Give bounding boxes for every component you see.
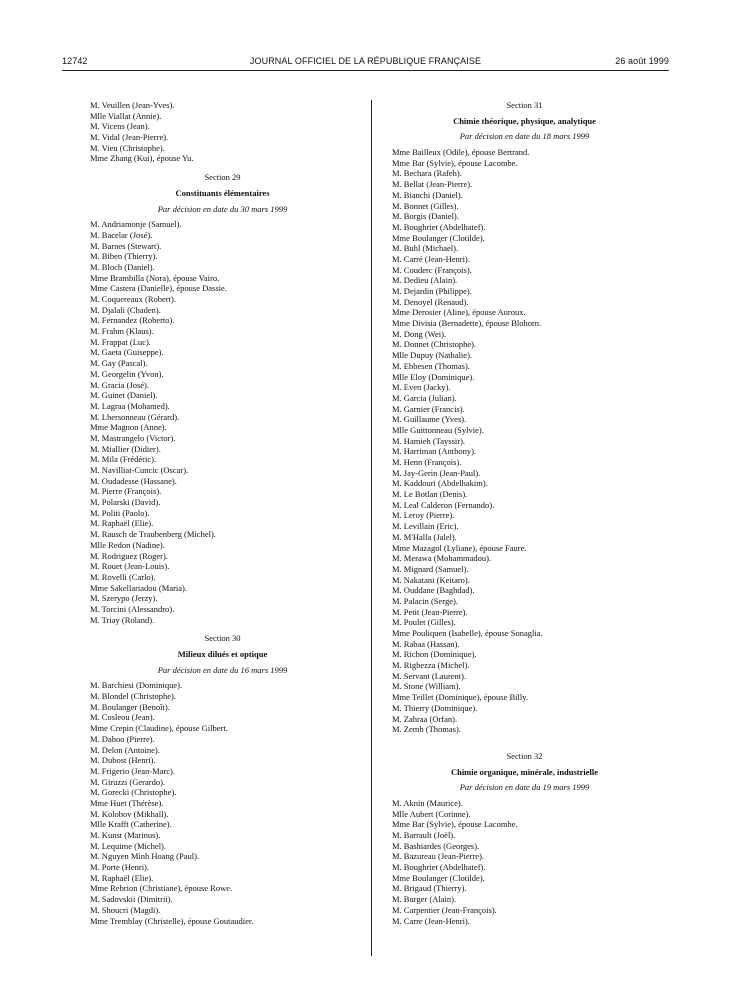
page-header xyxy=(62,56,669,70)
list-item: M. Oudadesse (Hassane). xyxy=(90,475,177,486)
section-32-heading: Section 32 xyxy=(506,750,543,761)
section-30-decision: Par décision en date du 16 mars 1999 xyxy=(157,664,288,675)
continued-list xyxy=(90,100,355,164)
list-item: M. Kunst (Marinus). xyxy=(90,830,161,840)
list-item: M. Bechara (Rafeh). xyxy=(392,168,462,179)
list-item: Mme Brambilla (Nora), épouse Vairo. xyxy=(90,272,220,283)
list-item: M. Palacin (Serge). xyxy=(392,595,458,606)
list-item: M. Sadovskii (Dimitrii). xyxy=(90,894,173,905)
list-item: M. Zemb (Thomas). xyxy=(392,724,461,735)
list-item: M. Bellat (Jean-Pierre). xyxy=(392,179,473,190)
list-item: M. Navilliat-Cuncic (Oscar). xyxy=(90,465,189,475)
list-item: M. Garnier (Francis). xyxy=(392,403,465,414)
section-32-list xyxy=(392,798,657,926)
list-item: M. Dubost (Henri). xyxy=(90,755,156,766)
list-item: Mlle Dupuy (Nathalie). xyxy=(392,350,473,361)
list-item: Mlle Aubert (Corinne). xyxy=(392,808,471,819)
list-item: M. Rouet (Jean-Louis). xyxy=(90,561,170,572)
section-29-decision: Par décision en date du 30 mars 1999 xyxy=(157,203,288,214)
issue-date: 26 août 1999 xyxy=(615,56,669,66)
header-rule xyxy=(62,70,669,71)
list-item: Mme Mazagol (Lyliane), épouse Faure. xyxy=(392,542,527,553)
list-item: M. Ebbesen (Thomas). xyxy=(392,360,470,371)
list-item: M. Triay (Roland). xyxy=(90,614,155,625)
list-item: M. Harriman (Anthony). xyxy=(392,446,477,457)
list-item: M. Blondel (Christophe). xyxy=(90,691,176,702)
list-item: M. Bacelar (José). xyxy=(90,229,153,240)
list-item: Mme Zhang (Kui), épouse Yu. xyxy=(90,153,194,164)
list-item: M. Gay (Pascal). xyxy=(90,358,148,369)
right-column xyxy=(392,100,657,926)
list-item: M. Thierry (Dominique). xyxy=(392,702,478,713)
list-item: M. Bazureau (Jean-Pierre). xyxy=(392,851,485,862)
list-item: M. Nakatani (Keitaro). xyxy=(392,574,470,585)
section-31-heading: Section 31 xyxy=(506,100,543,110)
list-item: Mlle Guittonneau (Sylvie). xyxy=(392,424,484,435)
journal-title: JOURNAL OFFICIEL DE LA RÉPUBLIQUE FRANÇAISE xyxy=(249,56,482,66)
section-31-decision: Par décision en date du 18 mars 1999 xyxy=(459,131,590,142)
list-item: M. Bashiardes (Georges). xyxy=(392,840,480,851)
list-item: M. Nguyen Minh Hoang (Paul). xyxy=(90,851,200,862)
list-item: Mme Boulanger (Clotilde). xyxy=(392,872,485,883)
list-item: M. Rabaa (Hassan). xyxy=(392,638,460,649)
list-item: M. Mastrangelo (Victor). xyxy=(90,432,176,443)
list-item: M. Barnes (Stewart). xyxy=(90,240,162,251)
list-item: M. Leal Calderon (Fernando). xyxy=(392,499,495,510)
list-item: M. Aknin (Maurice). xyxy=(392,797,463,808)
list-item: M. Couderc (François). xyxy=(392,264,472,275)
list-item: M. Dahoo (Pierre). xyxy=(90,733,155,744)
section-31-title: Chimie théorique, physique, analytique xyxy=(453,115,596,126)
list-item: M. Gorecki (Christophe). xyxy=(90,787,177,798)
list-item: M. Denoyel (Renaud). xyxy=(392,296,469,307)
list-item: M. Dedieu (Alain). xyxy=(392,275,458,286)
list-item: M. Raphaël (Elie). xyxy=(90,872,154,883)
list-item: Mme Tremblay (Christelle), épouse Goutaudier. xyxy=(90,915,254,926)
list-item: M. Torcini (Alessandro). xyxy=(90,603,175,614)
list-item: M. Delon (Antoine). xyxy=(90,744,160,755)
list-item: M. Barrault (Joël). xyxy=(392,830,456,840)
list-item: M. Levillain (Eric). xyxy=(392,521,459,532)
list-item: M. Frappat (Luc). xyxy=(90,336,151,347)
column-divider xyxy=(371,100,372,956)
list-item: M. Andriamonje (Samuel). xyxy=(90,219,182,230)
list-item: M. Veuillen (Jean-Yves). xyxy=(90,100,175,110)
list-item: Mme Castera (Danielle), épouse Dassie. xyxy=(90,283,227,294)
list-item: M. Cosleou (Jean). xyxy=(90,712,155,723)
list-item: M. Polarski (David). xyxy=(90,497,161,508)
list-item: M. Vicens (Jean). xyxy=(90,121,150,132)
list-item: Mme Boulanger (Clotilde). xyxy=(392,232,485,243)
list-item: M. Carpentier (Jean-François). xyxy=(392,904,497,915)
list-item: M. Ouddane (Baghdad). xyxy=(392,585,475,596)
list-item: M. Raphaël (Elie). xyxy=(90,518,154,529)
list-item: M. Garcia (Julian). xyxy=(392,392,457,403)
list-item: M. Lequime (Michel). xyxy=(90,840,167,851)
list-item: Mlle Redon (Nadine). xyxy=(90,539,165,550)
list-item: M. Frigerio (Jean-Marc). xyxy=(90,765,175,776)
list-item: M. Carre (Jean-Henri). xyxy=(392,915,470,926)
list-item: M. Hamieh (Tayssir). xyxy=(392,435,466,446)
list-item: M. Boughriet (Abdelhatef). xyxy=(392,862,486,873)
list-item: M. Kolobov (Mikhaïl). xyxy=(90,808,169,819)
list-item: M. Boulanger (Benoît). xyxy=(90,701,170,712)
list-item: M. Borgis (Daniel). xyxy=(392,211,459,222)
list-item: M. Jay-Gerin (Jean-Paul). xyxy=(392,467,481,478)
section-29-list xyxy=(90,219,355,625)
list-item: Mme Magnon (Anne). xyxy=(90,422,167,433)
list-item: M. Pierre (François). xyxy=(90,486,162,497)
list-item: M. Gracia (José). xyxy=(90,379,150,390)
list-item: M. Henn (François). xyxy=(392,457,462,467)
list-item: Mlle Viallat (Annie). xyxy=(90,110,162,121)
list-item: M. Mignard (Samuel). xyxy=(392,563,469,574)
page-number: 12742 xyxy=(62,56,88,66)
section-29-heading: Section 29 xyxy=(204,172,241,183)
section-32-decision: Par décision en date du 19 mars 1999 xyxy=(459,782,590,793)
list-item: M. Brigaud (Thierry). xyxy=(392,883,467,894)
section-30-title: Milieux dilués et optique xyxy=(177,649,268,659)
section-30-heading: Section 30 xyxy=(204,633,241,644)
list-item: M. Lagraa (Mohamed). xyxy=(90,400,170,411)
list-item: Mme Derosier (Aline), épouse Auroux. xyxy=(392,307,526,318)
list-item: Mlle Eloy (Dominique). xyxy=(392,371,475,382)
list-item: M. Zahraa (Orfan). xyxy=(392,713,458,724)
list-item: M. Lhersonneau (Gérard). xyxy=(90,411,180,422)
left-column xyxy=(90,100,355,926)
list-item: M. Giruzzi (Gerardo). xyxy=(90,776,166,787)
list-item: M. Fernandez (Roberto). xyxy=(90,315,175,326)
list-item: M. Donnet (Christophe). xyxy=(392,339,477,350)
list-item: Mme Huet (Thérèse). xyxy=(90,797,164,808)
list-item: Mme Bar (Sylvie), épouse Lacombe. xyxy=(392,157,518,168)
list-item: M. Poulet (Gilles). xyxy=(392,617,456,628)
list-item: Mme Crepin (Claudine), épouse Gilbert. xyxy=(90,723,228,734)
list-item: Mme Teillet (Dominique), épouse Billy. xyxy=(392,692,529,703)
list-item: Mme Divisia (Bernadette), épouse Blohorn. xyxy=(392,318,542,329)
list-item: Mme Bar (Sylvie), épouse Lacombe. xyxy=(392,819,518,830)
list-item: M. Miallier (Didier). xyxy=(90,443,161,454)
list-item: M. Stone (William). xyxy=(392,681,461,692)
list-item: M. Le Botlan (Denis). xyxy=(392,489,468,500)
list-item: M. Szerypo (Jerzy). xyxy=(90,593,158,604)
list-item: M. Vidal (Jean-Pierre). xyxy=(90,132,169,143)
list-item: M. Rausch de Traubenberg (Michel). xyxy=(90,529,216,540)
section-32-title: Chimie organique, minérale, industrielle xyxy=(450,766,599,777)
list-item: M. Merawa (Mohammadou). xyxy=(392,553,492,564)
list-item: M. Boughriet (Abdelhatef). xyxy=(392,221,486,232)
list-item: Mme Pouliquen (Isabelle), épouse Sonaglia. xyxy=(392,628,543,638)
list-item: M. Petit (Jean-Pierre). xyxy=(392,606,468,617)
list-item: M. Righezza (Michel). xyxy=(392,660,470,671)
list-item: M. Dejardin (Philippe). xyxy=(392,286,472,296)
list-item: M. Dong (Wei). xyxy=(392,328,447,339)
list-item: Mme Sakellariadou (Maria). xyxy=(90,582,188,593)
list-item: M. Burger (Alain). xyxy=(392,894,457,905)
list-item: M. Rodriguez (Roger). xyxy=(90,550,168,561)
list-item: Mme Rebrion (Christiane), épouse Rowe. xyxy=(90,883,233,894)
list-item: M. Buhl (Michael). xyxy=(392,243,459,254)
list-item: M. Kaddouri (Abdelhakim). xyxy=(392,478,488,489)
list-item: M. Servant (Laurent). xyxy=(392,670,467,681)
list-item: M. Bloch (Daniel). xyxy=(90,261,155,272)
section-30-list xyxy=(90,680,355,926)
list-item: M. Rovelli (Carlo). xyxy=(90,571,156,582)
list-item: M. Mila (Frédéric). xyxy=(90,454,157,465)
list-item: M. Leroy (Pierre). xyxy=(392,510,455,521)
list-item: M. Guinet (Daniel). xyxy=(90,390,158,401)
list-item: M. Carré (Jean-Henri). xyxy=(392,253,470,264)
list-item: Mme Bailleux (Odile), épouse Bertrand. xyxy=(392,147,530,158)
list-item: M. Gaeta (Guiseppe). xyxy=(90,347,164,358)
list-item: M. Shoucri (Magdi). xyxy=(90,904,161,915)
section-29-title: Constituants élémentaires xyxy=(175,187,270,198)
list-item: M. Georgelin (Yvon). xyxy=(90,368,164,379)
list-item: M. Porte (Henri). xyxy=(90,862,150,873)
list-item: M. Richon (Dominique). xyxy=(392,649,477,660)
list-item: M. Frahm (Klaus). xyxy=(90,326,154,337)
list-item: M. Guillaume (Yves). xyxy=(392,414,467,425)
list-item: M. M'Halla (Jalel). xyxy=(392,531,457,542)
list-item: M. Bonnet (Gilles). xyxy=(392,200,459,211)
list-item: M. Djalali (Chaden). xyxy=(90,304,161,315)
list-item: Mlle Krafft (Catherine). xyxy=(90,819,172,830)
list-item: M. Coquereaux (Robert). xyxy=(90,294,176,304)
list-item: M. Bianchi (Daniel). xyxy=(392,189,463,200)
list-item: M. Vieu (Christophe). xyxy=(90,142,165,153)
list-item: M. Barchiesi (Dominique). xyxy=(90,680,183,691)
list-item: M. Politi (Paolo). xyxy=(90,507,150,518)
section-31-list xyxy=(392,147,657,735)
list-item: M. Biben (Thierry). xyxy=(90,251,158,262)
list-item: M. Even (Jacky). xyxy=(392,382,451,393)
